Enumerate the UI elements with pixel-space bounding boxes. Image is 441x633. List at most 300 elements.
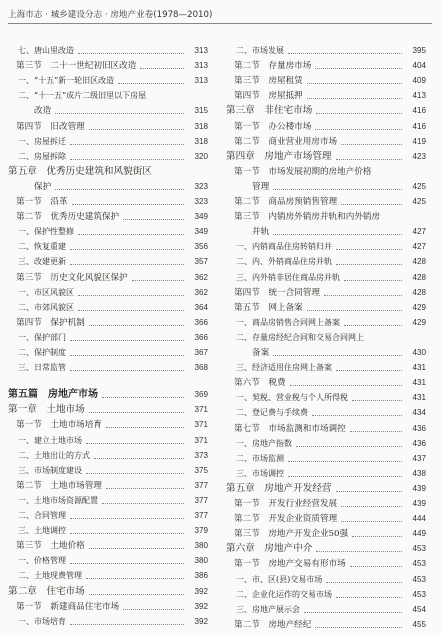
page-number: 436	[412, 438, 426, 448]
toc-entry-title: 第二节 房地产经纪	[234, 619, 312, 630]
toc-entry[interactable]	[226, 209, 426, 225]
toc-entry[interactable]	[8, 209, 208, 225]
toc-left-column	[8, 43, 208, 626]
leader-dots	[78, 53, 184, 54]
toc-entry-title: 并轨	[252, 227, 270, 238]
leader-dots	[341, 204, 402, 205]
leader-dots	[352, 400, 402, 401]
leader-dots	[352, 536, 402, 537]
leader-dots	[288, 53, 402, 54]
leader-dots	[288, 461, 402, 462]
toc-entry[interactable]	[226, 541, 426, 557]
leader-dots	[94, 458, 184, 459]
toc-entry[interactable]	[8, 43, 208, 59]
toc-entry[interactable]	[8, 523, 208, 539]
toc-entry-title: 第二节 开发企业资质管理	[234, 514, 338, 525]
page-number: 423	[412, 151, 426, 161]
page-number: 379	[194, 526, 208, 536]
leader-dots	[70, 249, 184, 250]
page-number: 362	[194, 272, 208, 282]
toc-entry-title: 第一节 沿革	[16, 197, 68, 207]
page-number: 429	[412, 317, 426, 327]
toc-entry-title: 三、内外销非居住商品房并轨	[236, 272, 340, 282]
toc-entry[interactable]	[226, 43, 426, 59]
toc-entry[interactable]	[8, 58, 208, 74]
leader-dots	[89, 594, 184, 595]
toc-entry-title: 第四节 统一合同管理	[234, 287, 320, 298]
toc-entry[interactable]	[8, 584, 208, 600]
toc-entry[interactable]	[8, 239, 208, 255]
toc-entry-title: 第五节 网上备案	[234, 302, 303, 313]
toc-entry[interactable]	[226, 88, 426, 104]
page-number: 427	[412, 242, 426, 252]
leader-dots	[344, 280, 402, 281]
leader-dots	[86, 578, 184, 579]
page-number: 313	[194, 46, 208, 55]
leader-dots	[290, 385, 402, 386]
leader-dots	[86, 443, 184, 444]
toc-entry[interactable]	[226, 436, 426, 452]
page-number: 371	[194, 435, 208, 445]
toc-entry[interactable]	[226, 481, 426, 497]
toc-entry-title: 保护	[34, 181, 52, 192]
toc-entry[interactable]	[226, 617, 426, 633]
toc-entry-title: 一、契税、营业税与个人所得税	[236, 393, 348, 403]
leader-dots	[336, 264, 402, 265]
toc-entry-title: 第一节 市场发展初期的房地产价格	[234, 166, 372, 177]
page-number: 419	[412, 136, 426, 146]
leader-dots	[350, 566, 402, 567]
toc-entry[interactable]	[8, 88, 208, 104]
toc-entry[interactable]	[8, 164, 208, 180]
toc-entry-title: 二、保护制度	[18, 348, 66, 357]
toc-entry[interactable]	[8, 568, 208, 584]
toc-entry-title: 第三节 二十一世纪初旧区改造	[16, 61, 137, 72]
leader-dots	[118, 83, 184, 84]
toc-entry-title: 三、经济适用住房网上备案	[236, 363, 332, 373]
page-number: 392	[194, 586, 208, 596]
page-number: 437	[412, 453, 426, 463]
toc-entry-title: 第三节 房屋租赁	[234, 76, 303, 87]
toc-entry-title: 一、“十五”新一轮旧区改造	[18, 76, 115, 86]
leader-dots	[106, 427, 184, 428]
toc-entry-title: 一、市、区(县)交易市场	[236, 574, 323, 584]
leader-dots	[273, 189, 402, 190]
page-number: 318	[194, 136, 208, 146]
leader-dots	[315, 627, 402, 628]
toc-entry-title: 二、内、外销商品住房并轨	[236, 257, 332, 267]
toc-entry[interactable]	[8, 315, 208, 331]
toc-entry[interactable]	[226, 345, 426, 361]
page-number: 371	[194, 420, 208, 430]
leader-dots	[140, 68, 184, 69]
toc-entry[interactable]	[8, 285, 208, 301]
leader-dots	[132, 280, 184, 281]
toc-entry-title: 一、土地市场资源配置	[18, 495, 98, 505]
page-number: 427	[412, 227, 426, 237]
page-number: 380	[194, 541, 208, 551]
page-number: 377	[194, 495, 208, 505]
toc-entry-title: 三、改建更新	[18, 257, 66, 267]
toc-entry-title: 第七节 市场监测和市场调控	[234, 423, 346, 434]
toc-entry[interactable]	[226, 73, 426, 89]
toc-entry[interactable]	[226, 390, 426, 406]
toc-entry-title: 第二节 优秀历史建筑保护	[16, 212, 120, 223]
page-number: 431	[412, 393, 426, 403]
page-number: 313	[194, 61, 208, 71]
toc-entry[interactable]	[226, 179, 426, 195]
leader-dots	[296, 446, 402, 447]
toc-entry[interactable]	[8, 254, 208, 270]
leader-dots	[336, 159, 402, 160]
toc-entry-title: 改造	[34, 106, 52, 117]
toc-entry[interactable]	[8, 134, 208, 150]
toc-entry[interactable]	[8, 553, 208, 569]
page-number: 425	[412, 181, 426, 191]
leader-dots	[304, 612, 402, 613]
toc-entry[interactable]	[8, 433, 208, 449]
toc-entry-title: 第四节 保护机制	[16, 317, 85, 328]
leader-dots	[106, 488, 184, 489]
toc-entry[interactable]	[8, 224, 208, 240]
page-number: 323	[194, 197, 208, 206]
toc-entry[interactable]	[8, 599, 208, 615]
page-number: 425	[412, 197, 426, 206]
page-number: 431	[412, 363, 426, 373]
leader-dots	[89, 129, 184, 130]
toc-entry-title: 三、房地产展示会	[236, 604, 300, 614]
toc-entry[interactable]	[8, 402, 208, 418]
toc-entry-title: 七、唐山里改造	[18, 46, 74, 55]
page-number: 453	[412, 559, 426, 569]
leader-dots	[70, 533, 184, 534]
page-number: 318	[194, 121, 208, 131]
toc-entry-title: 二、恢复重建	[18, 242, 66, 252]
toc-entry-title: 二、“十一五”成片二级旧里以下房屋	[18, 91, 147, 101]
toc-entry[interactable]	[8, 330, 208, 346]
page-number: 431	[412, 378, 426, 388]
toc-entry-title: 二、企业化运作的交易市场	[236, 589, 332, 599]
toc-entry-title: 第三节 内销房外销房并轨和内外销房	[234, 212, 381, 223]
page-number: 369	[194, 390, 208, 400]
leader-dots	[70, 370, 184, 371]
page-number: 356	[194, 242, 208, 252]
page-number: 357	[194, 257, 208, 267]
leader-dots	[78, 234, 184, 235]
leader-dots	[123, 219, 184, 220]
toc-entry-title: 一、保护部门	[18, 332, 66, 342]
toc-entry[interactable]	[226, 602, 426, 618]
leader-dots	[315, 129, 402, 130]
page-number: 444	[412, 514, 426, 524]
page-number: 416	[412, 106, 426, 116]
toc-entry[interactable]	[226, 496, 426, 512]
toc-entry[interactable]	[226, 134, 426, 150]
toc-entry-title: 第二节 商业营业用房市场	[234, 136, 338, 147]
toc-entry[interactable]	[226, 330, 426, 346]
leader-dots	[86, 473, 184, 474]
toc-entry[interactable]	[8, 448, 208, 464]
toc-entry-title: 第三节 土地价格	[16, 541, 85, 552]
toc-entry-title: 一、房屋拆迁	[18, 136, 66, 146]
page-number: 413	[412, 91, 426, 101]
toc-entry-title: 第三节 历史文化风貌区保护	[16, 272, 128, 283]
toc-entry[interactable]	[8, 360, 208, 376]
toc-entry-title: 第二章 住宅市场	[8, 585, 85, 597]
leader-dots	[123, 609, 184, 610]
toc-entry-title: 一、内销商品住房转销归并	[236, 242, 332, 252]
toc-right-column	[226, 43, 426, 630]
running-header: 上海市志 · 城乡建设分志 · 房地产业卷(1978—2010)	[8, 10, 213, 20]
leader-dots	[70, 355, 184, 356]
toc-entry[interactable]	[8, 508, 208, 524]
leader-dots	[89, 412, 184, 413]
toc-entry-title: 第三节 房地产开发企业50强	[234, 529, 349, 540]
leader-dots	[336, 249, 402, 250]
leader-dots	[315, 68, 402, 69]
page-number: 386	[194, 571, 208, 581]
leader-dots	[70, 624, 184, 625]
toc-entry-title: 第一章 土地市场	[8, 404, 85, 416]
toc-entry[interactable]	[226, 103, 426, 119]
leader-dots	[316, 113, 402, 114]
toc-entry-title: 第五章 房地产开发经营	[226, 482, 332, 494]
page-number: 428	[412, 272, 426, 282]
page-number: 454	[412, 604, 426, 614]
toc-entry[interactable]	[226, 194, 426, 210]
toc-entry-title: 第五章 优秀历史建筑和风貌街区	[8, 165, 152, 177]
page-number: 453	[412, 589, 426, 599]
page-number: 392	[194, 601, 208, 611]
leader-dots	[70, 563, 184, 564]
leader-dots	[102, 397, 184, 398]
toc-entry-title: 第四节 房屋抵押	[234, 91, 303, 102]
page-number: 349	[194, 227, 208, 237]
leader-dots	[341, 144, 402, 145]
leader-dots	[336, 491, 402, 492]
toc-entry-title: 二、市场监测	[236, 453, 284, 463]
toc-entry-title: 第二节 土地市场管理	[16, 480, 102, 491]
toc-entry[interactable]	[226, 149, 426, 165]
page-number: 453	[412, 574, 426, 584]
toc-entry[interactable]	[226, 119, 426, 135]
header-rule	[8, 23, 432, 24]
toc-entry[interactable]	[226, 360, 426, 376]
toc-entry[interactable]	[8, 478, 208, 494]
toc-entry-title: 管理	[252, 181, 270, 192]
page-number: 428	[412, 287, 426, 297]
page-number: 367	[194, 348, 208, 357]
toc-entry-title: 二、房屋拆除	[18, 151, 66, 161]
toc-entry-title: 二、市场发展	[236, 46, 284, 55]
page-number: 371	[194, 405, 208, 415]
page-number: 430	[412, 348, 426, 357]
toc-entry[interactable]	[226, 58, 426, 74]
page-number: 416	[412, 121, 426, 131]
leader-dots	[336, 370, 402, 371]
leader-dots	[341, 521, 402, 522]
page-number: 375	[194, 465, 208, 475]
toc-entry-title: 二、土地出让的方式	[18, 450, 90, 460]
toc-entry[interactable]	[226, 587, 426, 603]
toc-entry[interactable]	[226, 270, 426, 286]
leader-dots	[89, 325, 184, 326]
toc-entry[interactable]	[8, 493, 208, 509]
leader-dots	[72, 204, 184, 205]
page-number: 434	[412, 408, 426, 418]
toc-entry-title: 二、存量房经纪合同和交易合同网上	[236, 332, 364, 342]
page-number: 453	[412, 544, 426, 554]
leader-dots	[316, 551, 402, 552]
page-number: 313	[194, 76, 208, 86]
toc-entry-title: 二、登记费与手续费	[236, 408, 308, 418]
page-number: 349	[194, 212, 208, 222]
toc-entry-title: 二、市郊风貌区	[18, 302, 74, 312]
page-number: 449	[412, 529, 426, 539]
toc-entry-title: 第二节 存量房市场	[234, 61, 312, 72]
page-number: 366	[194, 317, 208, 327]
leader-dots	[336, 597, 402, 598]
page-number: 373	[194, 450, 208, 460]
toc-entry[interactable]	[226, 315, 426, 331]
leader-dots	[350, 431, 402, 432]
page-number: 439	[412, 483, 426, 493]
toc-entry-title: 二、土地现费管理	[18, 571, 82, 581]
toc-entry[interactable]	[226, 511, 426, 527]
page-number: 395	[412, 46, 426, 55]
toc-entry[interactable]	[8, 149, 208, 165]
page-number: 366	[194, 332, 208, 342]
toc-entry[interactable]	[8, 387, 208, 403]
page-number: 377	[194, 511, 208, 520]
leader-dots	[307, 83, 402, 84]
toc-entry-title: 第一节 新建商品住宅市场	[16, 601, 120, 612]
toc-entry-title: 第三章 非住宅市场	[226, 105, 313, 117]
page-number: 429	[412, 302, 426, 312]
page-number: 364	[194, 302, 208, 312]
page-number: 404	[412, 61, 426, 71]
toc-entry-title: 一、商品房销售合同网上备案	[236, 317, 340, 327]
toc-entry[interactable]	[226, 164, 426, 180]
page-number: 409	[412, 76, 426, 86]
leader-dots	[55, 189, 184, 190]
toc-entry[interactable]	[226, 556, 426, 572]
toc-entry[interactable]	[8, 345, 208, 361]
page-number: 368	[194, 363, 208, 373]
toc-entry-title: 三、市场制度建设	[18, 465, 82, 475]
leader-dots	[55, 113, 184, 114]
toc-entry-title: 一、价格管理	[18, 556, 66, 566]
leader-dots	[102, 503, 184, 504]
leader-dots	[70, 159, 184, 160]
toc-entry-title: 第一节 开发行业经营发展	[234, 499, 338, 509]
toc-entry-title: 第四章 房地产市场管理	[226, 150, 332, 162]
toc-entry[interactable]	[8, 300, 208, 316]
leader-dots	[326, 582, 402, 583]
leader-dots	[341, 506, 402, 507]
toc-entry-title: 三、市场调控	[236, 468, 284, 478]
toc-entry[interactable]	[226, 526, 426, 542]
leader-dots	[288, 476, 402, 477]
page-number: 315	[194, 106, 208, 116]
toc-entry[interactable]	[8, 270, 208, 286]
toc-entry-title: 第一节 办公楼市场	[234, 121, 312, 132]
page-number: 323	[194, 181, 208, 191]
toc-entry-title: 一、保护性整修	[18, 227, 74, 237]
toc-entry[interactable]	[8, 179, 208, 195]
toc-entry-title: 一、市场培育	[18, 616, 66, 626]
page-number: 320	[194, 151, 208, 161]
toc-entry-title: 二、合同管理	[18, 511, 66, 520]
leader-dots	[78, 310, 184, 311]
page-number: 392	[194, 616, 208, 626]
leader-dots	[273, 355, 402, 356]
toc-entry-title: 第六章 房地产中介	[226, 543, 313, 555]
toc-entry[interactable]	[8, 73, 208, 89]
toc-entry-title: 备案	[252, 348, 270, 358]
toc-entry[interactable]	[226, 375, 426, 391]
toc-entry[interactable]	[8, 417, 208, 433]
leader-dots	[324, 295, 402, 296]
page-number: 377	[194, 480, 208, 490]
leader-dots	[307, 310, 402, 311]
leader-dots	[312, 415, 402, 416]
toc-entry-title: 第六节 税费	[234, 378, 286, 389]
toc-entry[interactable]	[8, 119, 208, 135]
leader-dots	[70, 518, 184, 519]
page-number: 362	[194, 287, 208, 297]
toc-entry[interactable]	[226, 405, 426, 421]
leader-dots	[344, 325, 402, 326]
page-number: 380	[194, 556, 208, 566]
toc-entry[interactable]	[226, 239, 426, 255]
toc-entry[interactable]	[226, 300, 426, 316]
page-number: 438	[412, 468, 426, 478]
toc-entry-title: 第一节 土地市场培育	[16, 420, 102, 431]
toc-entry[interactable]	[226, 254, 426, 270]
leader-dots	[307, 98, 402, 99]
toc-entry[interactable]	[8, 538, 208, 554]
toc-entry[interactable]	[226, 421, 426, 437]
toc-entry-title: 第一节 房地产交易有形市场	[234, 559, 346, 570]
page-number: 439	[412, 499, 426, 508]
toc-entry-title: 第二节 商品房预销售管理	[234, 197, 338, 207]
toc-entry-title: 三、土地调控	[18, 526, 66, 536]
toc-entry[interactable]	[8, 463, 208, 479]
leader-dots	[273, 234, 402, 235]
toc-entry[interactable]	[8, 194, 208, 210]
toc-entry[interactable]	[226, 224, 426, 240]
page-number: 436	[412, 423, 426, 433]
leader-dots	[70, 340, 184, 341]
toc-entry-title: 第四节 旧改管理	[16, 121, 85, 132]
leader-dots	[70, 144, 184, 145]
leader-dots	[78, 295, 184, 296]
toc-entry-title: 一、房地产指数	[236, 438, 292, 448]
toc-entry[interactable]	[226, 285, 426, 301]
leader-dots	[89, 548, 184, 549]
leader-dots	[70, 264, 184, 265]
toc-entry-title: 一、建立土地市场	[18, 435, 82, 445]
toc-entry-title: 一、市区风貌区	[18, 287, 74, 297]
toc-entry[interactable]	[226, 451, 426, 467]
toc-entry-title: 三、日常监管	[18, 363, 66, 373]
toc-entry[interactable]	[8, 103, 208, 119]
toc-entry-title: 第五篇 房地产市场	[8, 389, 98, 401]
toc-entry[interactable]	[226, 572, 426, 588]
page-number: 455	[412, 619, 426, 629]
toc-entry[interactable]	[226, 466, 426, 482]
